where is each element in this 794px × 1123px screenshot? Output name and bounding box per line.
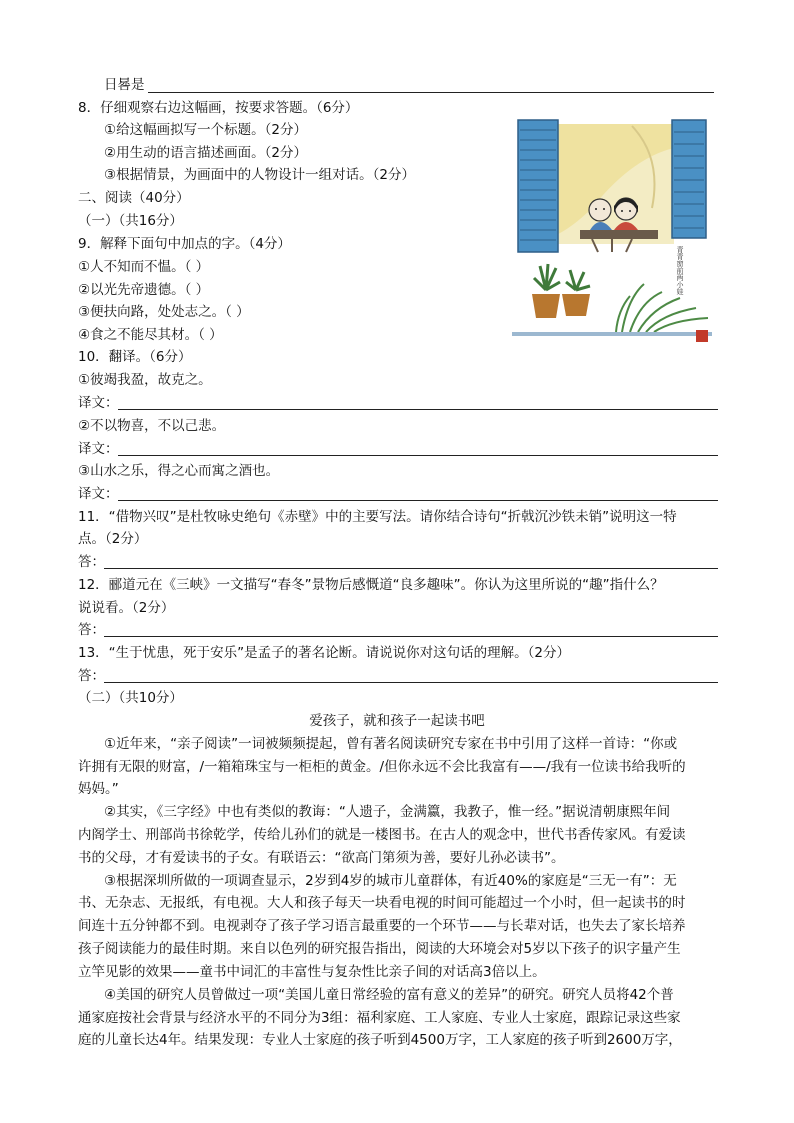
question-11-cont: 点。（2分） — [78, 531, 148, 547]
article-para-3: 间连十五分钟都不到。电视剥夺了孩子学习语言最重要的一个环节——与长辈对话，也失去了家长培养 — [78, 918, 686, 934]
question-10-item-3: ③山水之乐，得之心而寓之酒也。 — [78, 463, 280, 479]
right-shutter — [672, 120, 706, 238]
question-8-sub-2: ②用生动的语言描述画面。（2分） — [104, 145, 307, 161]
article-para-3: 孩子阅读能力的最佳时期。来自以色列的研究报告指出，阅读的大环境会对5岁以下孩子的识字量产生 — [78, 941, 681, 957]
answer-line[interactable] — [148, 92, 714, 93]
translation-label: 译文： — [78, 486, 119, 502]
translation-label: 译文： — [78, 441, 119, 457]
question-11: 11．“借物兴叹”是杜牧咏史绝句《赤壁》中的主要写法。请你结合诗句“折戟沉沙铁未销”说明这一特 — [78, 509, 677, 525]
question-8-sub-3: ③根据情景，为画面中的人物设计一组对话。（2分） — [104, 167, 415, 183]
article-para-4: ④美国的研究人员曾做过一项“美国儿童日常经验的富有意义的差异”的研究。研究人员将42个普 — [104, 987, 674, 1003]
answer-line[interactable] — [104, 568, 718, 569]
question-10-item-1: ①彼竭我盈，故克之。 — [78, 372, 212, 388]
answer-line[interactable] — [118, 500, 718, 501]
sundial-label: 日晷是 — [104, 77, 145, 93]
article-para-1: ①近年来，“亲子阅读”一词被频频提起，曾有著名阅读研究专家在书中引用了这样一首诗：“你或 — [104, 736, 678, 752]
translation-label: 译文： — [78, 395, 119, 411]
question-8: 8．仔细观察右边这幅画，按要求答题。（6分） — [78, 100, 359, 116]
answer-label: 答： — [78, 668, 105, 684]
question-9-item-1: ①人不知而不愠。（ ） — [78, 259, 210, 275]
article-para-4: 庭的儿童长达4年。结果发现：专业人士家庭的孩子听到4500万字，工人家庭的孩子听到2600万字， — [78, 1032, 682, 1048]
article-para-2: 书的父母，才有爱读书的子女。有联语云：“欲高门第须为善，要好儿孙必读书”。 — [78, 850, 565, 866]
question-8-sub-1: ①给这幅画拟写一个标题。（2分） — [104, 122, 307, 138]
question-12: 12．郦道元在《三峡》一文描写“春冬”景物后感慨道“良多趣味”。你认为这里所说的“趣”指什么？ — [78, 577, 664, 593]
answer-line[interactable] — [104, 636, 718, 637]
section-2-heading: 二、阅读（40分） — [78, 190, 190, 206]
article-para-3: 立竿见影的效果——童书中词汇的丰富性与复杂性比亲子间的对话高3倍以上。 — [78, 964, 546, 980]
question-9-item-4: ④食之不能尽其材。（ ） — [78, 327, 223, 343]
article-title: 爱孩子，就和孩子一起读书吧 — [309, 713, 485, 729]
artist-seal — [696, 330, 708, 342]
answer-label: 答： — [78, 622, 105, 638]
question-13: 13．“生于忧患，死于安乐”是孟子的著名论断。请说说你对这句话的理解。（2分） — [78, 645, 571, 661]
part-1-heading: （一）（共16分） — [78, 213, 183, 229]
article-para-3: 书、无杂志、无报纸，有电视。大人和孩子每天一块看电视的时间可能超过一个小时，但一起读书的时 — [78, 895, 686, 911]
question-9-item-3: ③便扶向路，处处志之。（ ） — [78, 304, 250, 320]
question-12-cont: 说说看。（2分） — [78, 600, 175, 616]
window-sill — [580, 230, 658, 239]
question-9-item-2: ②以光先帝遗德。（ ） — [78, 282, 210, 298]
grass — [616, 284, 708, 332]
question-10: 10．翻译。（6分） — [78, 349, 192, 365]
part-2-heading: （二）（共10分） — [78, 690, 183, 706]
answer-line[interactable] — [118, 409, 718, 410]
question-10-item-2: ②不以物喜，不以己悲。 — [78, 418, 226, 434]
answer-line[interactable] — [104, 682, 718, 683]
answer-line[interactable] — [118, 455, 718, 456]
article-para-1: 许拥有无限的财富，/一箱箱珠宝与一柜柜的黄金。/但你永远不会比我富有——/我有一位读书给我听的 — [78, 759, 686, 775]
painting-inscription: 青青窗前两小娃 — [676, 246, 684, 295]
article-para-1: 妈妈。” — [78, 781, 119, 797]
question-9: 9．解释下面句中加点的字。（4分） — [78, 236, 291, 252]
article-para-2: 内阁学士、刑部尚书徐乾学，传给儿孙们的就是一楼图书。在古人的观念中，世代书香传家风。有爱读 — [78, 827, 686, 843]
potted-plants — [532, 264, 590, 318]
article-para-2: ②其实，《三字经》中也有类似的教诲：“人遗子，金满籝，我教子，惟一经。”据说清朝康熙年间 — [104, 804, 671, 820]
article-para-3: ③根据深圳所做的一项调查显示，2岁到4岁的城市儿童群体，有近40%的家庭是“三无一有”：无 — [104, 873, 677, 889]
window-children-painting — [512, 118, 712, 346]
article-para-4: 通家庭按社会背景与经济水平的不同分为3组：福利家庭、工人家庭、专业人士家庭，跟踪记录这些家 — [78, 1010, 681, 1026]
left-shutter — [518, 120, 558, 252]
answer-label: 答： — [78, 554, 105, 570]
